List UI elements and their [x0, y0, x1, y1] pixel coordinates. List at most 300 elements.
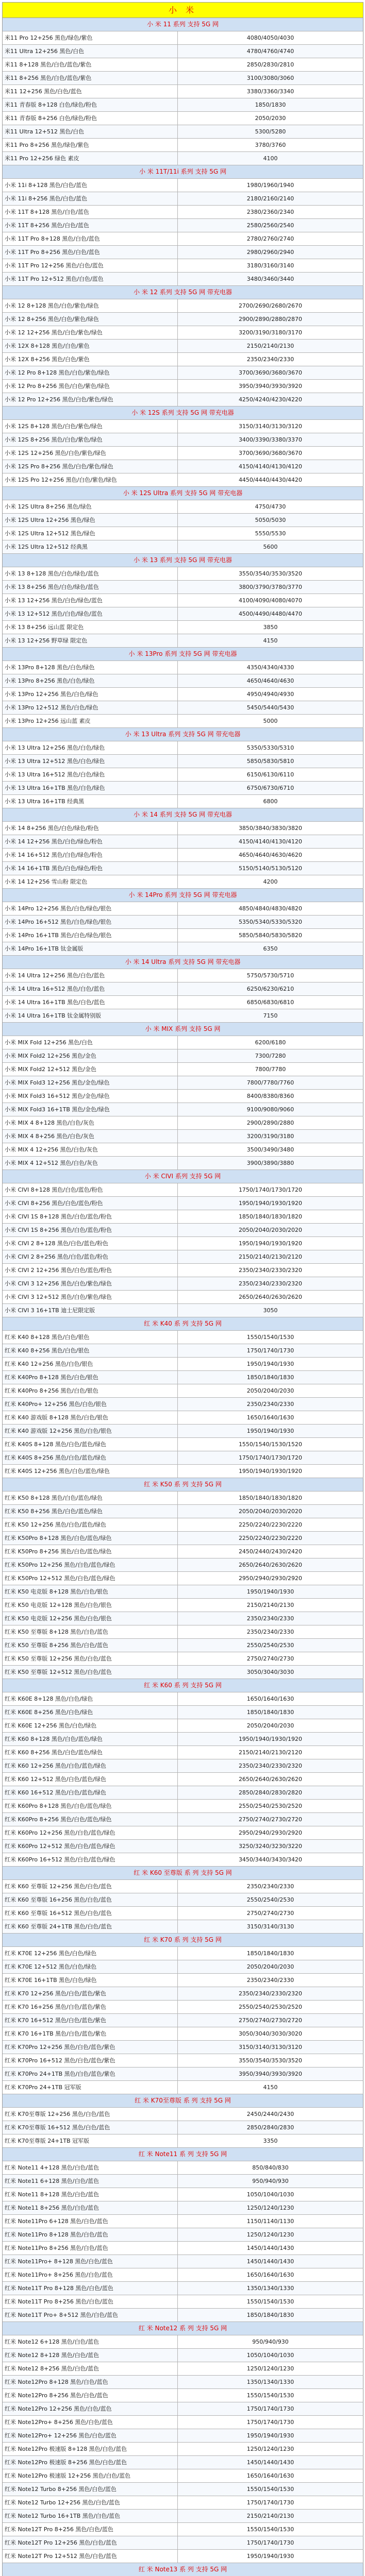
price-cell: 1750/1740/1730 — [178, 2496, 363, 2509]
table-row — [3, 2242, 363, 2255]
table-row — [3, 1666, 363, 1679]
table-row — [3, 782, 363, 795]
table-row — [3, 1076, 363, 1090]
price-cell: 2150/2140/2130/2120 — [178, 1250, 363, 1263]
table-row — [3, 1505, 363, 1518]
model-cell: 红米 Note11Pro 6+128 黑色/白色/蓝色 — [3, 2215, 178, 2228]
price-cell: 2650/2640/2630/2620 — [178, 1291, 363, 1303]
table-row — [3, 875, 363, 889]
price-cell: 2980/2960/2940 — [178, 246, 363, 259]
model-cell: 红米 K60 至尊版 16+512 黑色/白色/蓝色 — [3, 1907, 178, 1920]
model-cell: 小米 MIX Fold2 12+256 黑色/金色 — [3, 1049, 178, 1062]
table-row — [3, 849, 363, 862]
table-row — [3, 514, 363, 527]
model-cell: 小米 12S Ultra 12+512 经典黑 — [3, 540, 178, 553]
model-cell: 红米 K40 8+256 黑色/白色/银色 — [3, 1344, 178, 1357]
price-cell: 5000 — [178, 715, 363, 727]
table-row — [3, 969, 363, 982]
table-row — [3, 1773, 363, 1786]
model-cell: 小米 CIVI 8+256 黑色/白色/蓝色/粉色 — [3, 1197, 178, 1210]
model-cell: 小米 13 Ultra 16+1TB 经典黑 — [3, 795, 178, 808]
table-row — [3, 2335, 363, 2349]
price-cell: 2850/2830/2810 — [178, 58, 363, 71]
price-cell: 1650/1640/1630 — [178, 2268, 363, 2281]
table-row — [3, 1264, 363, 1277]
model-cell: 红米 K40Pro+ 12+256 黑色/白色/银色 — [3, 1398, 178, 1411]
table-row — [3, 2188, 363, 2201]
price-cell: 2380/2360/2340 — [178, 206, 363, 218]
table-row — [3, 2416, 363, 2429]
table-row — [3, 2054, 363, 2067]
table-row — [3, 2389, 363, 2402]
model-cell: 小米 13 8+256 远山蓝 限定色 — [3, 621, 178, 634]
price-cell: 1250/1240/1230 — [178, 2443, 363, 2455]
table-row — [3, 179, 363, 192]
table-row — [3, 1411, 363, 1425]
price-cell: 3050/3040/3030 — [178, 1666, 363, 1679]
price-cell: 5550/5530 — [178, 527, 363, 540]
table-row — [3, 1103, 363, 1116]
model-cell: 红米 Note12T Pro 12+512 黑色/白色/蓝色 — [3, 2550, 178, 2563]
price-cell: 2050/2040/2030 — [178, 1719, 363, 1732]
model-cell: 红米 K60Pro 16+512 黑色/白色/蓝色/绿色 — [3, 1853, 178, 1866]
model-cell: 红米 Note12Pro+ 8+256 黑色/白色/蓝色 — [3, 2416, 178, 2429]
price-cell: 6200/6180 — [178, 1036, 363, 1049]
price-cell: 4080/4050/4030 — [178, 31, 363, 44]
model-cell: 小米 14Pro 12+256 黑色/白色/绿色/银色 — [3, 902, 178, 915]
model-cell: 红米 K70 16+1TB 黑色/白色/蓝色/紫色 — [3, 2027, 178, 2040]
price-cell: 1650/1640/1630 — [178, 2469, 363, 2482]
model-cell: 红米 K50Pro 8+256 黑色/白色/蓝色/绿色 — [3, 1545, 178, 1558]
price-cell: 2950/2940/2930/2920 — [178, 1826, 363, 1839]
price-cell: 3950/3940/3930/3920 — [178, 380, 363, 393]
price-cell: 1350/1340/1330 — [178, 2376, 363, 2388]
model-cell: 米11 12+256 黑色/白色/蓝色 — [3, 85, 178, 98]
price-cell: 2050/2040/2030 — [178, 1960, 363, 1973]
table-row — [3, 1063, 363, 1076]
price-cell: 1950/1940/1930/1920 — [178, 1237, 363, 1250]
model-cell: 红米 K60E 8+128 黑色/白色/绿色 — [3, 1692, 178, 1705]
table-row — [3, 1532, 363, 1545]
model-cell: 小米 13 Ultra 12+256 黑色/白色/绿色 — [3, 741, 178, 754]
price-cell: 2050/2040/2030 — [178, 1384, 363, 1397]
model-cell: 小米 12S 12+256 黑色/白色/紫色/绿色 — [3, 447, 178, 460]
price-cell: 4100 — [178, 152, 363, 165]
table-row — [3, 2215, 363, 2228]
price-cell: 2150/2140/2130 — [178, 340, 363, 352]
model-cell: 红米 K50 12+256 黑色/白色/蓝色/绿色 — [3, 1518, 178, 1531]
table-row — [3, 259, 363, 273]
model-cell: 红米 K50 至尊版 12+512 黑色/白色/蓝色 — [3, 1666, 178, 1679]
table-row — [3, 1518, 363, 1532]
price-cell: 4650/4640/4630/4620 — [178, 849, 363, 861]
model-cell: 红米 K70E 12+512 黑色/白色/绿色 — [3, 1960, 178, 1973]
price-cell: 6850/6830/6810 — [178, 996, 363, 1009]
table-row — [3, 621, 363, 634]
model-cell: 红米 K40 8+128 黑色/白色/银色 — [3, 1331, 178, 1344]
price-cell: 1850/1840/1830 — [178, 1947, 363, 1960]
table-row — [3, 1880, 363, 1893]
model-cell: 红米 K50Pro 12+256 黑色/白色/蓝色/绿色 — [3, 1558, 178, 1571]
price-cell: 2780/2760/2740 — [178, 232, 363, 245]
price-cell: 2350/2340/2330 — [178, 1612, 363, 1625]
table-row — [3, 2536, 363, 2550]
section-header: 小 米 13 Ultra 系列 支持 5G 网 带充电器 — [3, 728, 363, 741]
model-cell: 红米 K50 8+128 黑色/白色/蓝色/绿色 — [3, 1492, 178, 1504]
price-cell: 1950/1940/1930/1920 — [178, 1733, 363, 1745]
model-cell: 米11 青春版 8+128 白色/绿色/粉色 — [3, 98, 178, 111]
model-cell: 红米 K50 电竞版 8+128 黑色/白色/银色 — [3, 1585, 178, 1598]
model-cell: 红米 K70Pro 16+512 黑色/白色/蓝色/紫色 — [3, 2054, 178, 2067]
model-cell: 小米 CIVI 2 12+256 黑色/白色/蓝色/粉色 — [3, 1264, 178, 1277]
section-header: 红 米 K70 系 列 支持 5G 网 — [3, 1934, 363, 1947]
table-row — [3, 433, 363, 447]
table-row — [3, 902, 363, 916]
table-row — [3, 862, 363, 875]
model-cell: 小米 14Pro 16+512 黑色/白色/绿色/银色 — [3, 916, 178, 928]
table-row — [3, 340, 363, 353]
table-row — [3, 2550, 363, 2563]
table-row — [3, 45, 363, 58]
model-cell: 小米 11T Pro 12+512 黑色/白色/蓝色 — [3, 273, 178, 285]
table-row — [3, 1719, 363, 1733]
price-cell: 4750/4730 — [178, 500, 363, 513]
price-cell: 1850/1840/1830 — [178, 1371, 363, 1384]
model-cell: 红米 K70至尊版 16+512 黑色/白色/蓝色 — [3, 2121, 178, 2134]
table-row — [3, 715, 363, 728]
price-cell: 1550/1540/1530 — [178, 2523, 363, 2536]
price-cell: 3350 — [178, 2134, 363, 2147]
table-row — [3, 607, 363, 621]
model-cell: 小米 11T Pro 12+256 黑色/白色/蓝色 — [3, 259, 178, 272]
table-row — [3, 929, 363, 942]
table-row — [3, 2362, 363, 2376]
model-cell: 小米 MIX Fold3 16+512 黑色/金色/绿色 — [3, 1090, 178, 1103]
section-header: 小 米 13Pro 系列 支持 5G 网 带充电器 — [3, 648, 363, 661]
price-cell: 2350/2340/2330 — [178, 353, 363, 366]
price-cell: 7800/7780/7760 — [178, 1076, 363, 1089]
model-cell: 红米 K70Pro 24+1TB 冠军版 — [3, 2081, 178, 2094]
section-header: 小 米 12S 系列 支持 5G 网 带充电器 — [3, 406, 363, 420]
price-cell: 1950/1940/1930 — [178, 2429, 363, 2442]
price-cell: 2150/2140/2130/2120 — [178, 1746, 363, 1759]
table-row — [3, 822, 363, 835]
price-cell: 2700/2690/2680/2670 — [178, 299, 363, 312]
model-cell: 小米 MIX 4 8+256 黑色/白色/灰色 — [3, 1130, 178, 1143]
model-cell: 小米 14 8+256 黑色/白色/绿色/粉色 — [3, 822, 178, 835]
price-cell: 3150/3140/3130/3120 — [178, 2041, 363, 2054]
model-cell: 小米 11i 8+128 黑色/白色/蓝色 — [3, 179, 178, 192]
model-cell: 红米 Note12 Turbo 12+256 黑色/白色/蓝色 — [3, 2496, 178, 2509]
price-cell: 2050/2030 — [178, 112, 363, 125]
price-cell: 5850/5830/5810 — [178, 755, 363, 768]
table-row — [3, 768, 363, 782]
model-cell: 米11 Pro 12+256 黑色/绿色/紫色 — [3, 31, 178, 44]
model-cell: 红米 K50Pro 8+128 黑色/白色/蓝色/绿色 — [3, 1532, 178, 1545]
price-cell: 4780/4760/4740 — [178, 45, 363, 58]
table-row — [3, 701, 363, 715]
model-cell: 小米 MIX Fold 12+256 黑色/白色 — [3, 1036, 178, 1049]
model-cell: 小米 12 Pro 12+256 黑色/白色/紫色/绿色 — [3, 393, 178, 406]
model-cell: 米11 Ultra 12+256 黑色/白色 — [3, 45, 178, 58]
model-cell: 小米 12X 8+256 黑色/白色/紫色 — [3, 353, 178, 366]
model-cell: 红米 K50 电竞版 12+256 黑色/白色/银色 — [3, 1612, 178, 1625]
model-cell: 小米 MIX Fold3 16+1TB 黑色/金色/绿色 — [3, 1103, 178, 1116]
model-cell: 小米 CIVI 3 16+1TB 迪士尼限定版 — [3, 1304, 178, 1317]
price-cell: 4500/4490/4480/4470 — [178, 607, 363, 620]
table-row — [3, 688, 363, 701]
model-cell: 小米 13 12+256 野草绿 限定色 — [3, 634, 178, 647]
model-cell: 小米 MIX 4 12+256 黑色/白色/灰色 — [3, 1143, 178, 1156]
price-cell: 3550/3540/3530/3520 — [178, 2054, 363, 2067]
table-row — [3, 1853, 363, 1867]
price-cell: 2350/2340/2330 — [178, 1625, 363, 1638]
price-cell: 1650/1640/1630 — [178, 1692, 363, 1705]
model-cell: 红米 K60 至尊版 16+256 黑色/白色/蓝色 — [3, 1893, 178, 1906]
price-cell: 3850 — [178, 621, 363, 634]
model-cell: 红米 Note12Pro+ 12+256 黑色/白色/蓝色 — [3, 2429, 178, 2442]
price-cell: 6800 — [178, 795, 363, 808]
table-row — [3, 2429, 363, 2443]
table-row — [3, 1143, 363, 1157]
price-cell: 2350/2340/2330 — [178, 1974, 363, 1987]
table-row — [3, 246, 363, 259]
table-row — [3, 206, 363, 219]
model-cell: 小米 14Pro 16+1TB 钛金属版 — [3, 942, 178, 955]
table-row — [3, 674, 363, 688]
price-cell: 2550/2540/2530 — [178, 1893, 363, 1906]
table-row — [3, 1009, 363, 1023]
table-row — [3, 942, 363, 956]
price-cell: 3200/3190/3180/3170 — [178, 326, 363, 339]
model-cell: 小米 14Pro 16+1TB 黑色/白色/绿色/银色 — [3, 929, 178, 942]
model-cell: 红米 K70至尊版 12+256 黑色/白色/蓝色 — [3, 2108, 178, 2121]
model-cell: 红米 K70 16+256 黑色/白色/蓝色/紫色 — [3, 2001, 178, 2013]
table-row — [3, 152, 363, 165]
price-cell: 3200/3190/3180 — [178, 1130, 363, 1143]
table-row — [3, 916, 363, 929]
price-cell: 1750/1740/1730 — [178, 2416, 363, 2429]
model-cell: 红米 K40 12+256 黑色/白色/银色 — [3, 1358, 178, 1370]
table-row — [3, 1746, 363, 1759]
price-cell: 1150/1140/1130 — [178, 2215, 363, 2228]
table-row — [3, 996, 363, 1009]
table-row — [3, 1558, 363, 1572]
model-cell: 红米 K40Pro 8+256 黑色/白色/银色 — [3, 1384, 178, 1397]
table-row — [3, 2175, 363, 2188]
price-cell: 1750/1740/1730/1720 — [178, 1451, 363, 1464]
price-cell: 5600 — [178, 540, 363, 553]
table-row — [3, 1250, 363, 1264]
model-cell: 小米 13Pro 12+256 黑色/白色/绿色 — [3, 688, 178, 701]
table-row — [3, 1277, 363, 1291]
price-cell: 3480/3460/3440 — [178, 273, 363, 285]
table-row — [3, 1291, 363, 1304]
model-cell: 红米 K50 至尊版 8+128 黑色/白色/蓝色 — [3, 1625, 178, 1638]
price-cell: 7150 — [178, 1009, 363, 1022]
model-cell: 红米 K70至尊版 24+1TB 冠军版 — [3, 2134, 178, 2147]
price-cell: 3100/3080/3060 — [178, 72, 363, 84]
table-row — [3, 2349, 363, 2362]
model-cell: 红米 K40 游戏版 8+128 黑色/白色/银色 — [3, 1411, 178, 1424]
model-cell: 红米 K50 至尊版 12+256 黑色/白色/蓝色 — [3, 1652, 178, 1665]
section-header: 小 米 MIX 系列 支持 5G 网 — [3, 1023, 363, 1036]
model-cell: 红米 Note11T Pro 8+128 黑色/白色/蓝色 — [3, 2282, 178, 2295]
price-cell: 2050/2040/2030/2020 — [178, 1505, 363, 1518]
table-row — [3, 380, 363, 393]
model-cell: 小米 13Pro 12+512 黑色/白色/绿色 — [3, 701, 178, 714]
table-row — [3, 1960, 363, 1974]
table-row — [3, 1612, 363, 1625]
table-row — [3, 447, 363, 460]
model-cell: 红米 K40S 8+128 黑色/白色/蓝色/绿色 — [3, 1438, 178, 1451]
table-row — [3, 1237, 363, 1250]
table-row — [3, 353, 363, 366]
table-row — [3, 58, 363, 72]
price-cell: 1950/1940/1930 — [178, 1585, 363, 1598]
price-cell: 4850/4840/4830/4820 — [178, 902, 363, 915]
table-row — [3, 1893, 363, 1907]
price-cell: 2750/2740/2730 — [178, 1907, 363, 1920]
model-cell: 小米 MIX 4 8+128 黑色/白色/灰色 — [3, 1116, 178, 1129]
price-cell: 950/940/930 — [178, 2335, 363, 2348]
section-header: 红 米 K70至尊版 系 列 支持 5G 网 — [3, 2094, 363, 2108]
price-cell: 2750/2740/2730 — [178, 1652, 363, 1665]
price-cell: 3800/3790/3780/3770 — [178, 581, 363, 594]
price-cell: 1650/1640/1630 — [178, 1411, 363, 1424]
model-cell: 红米 Note12Pro 8+128 黑色/白色/蓝色 — [3, 2376, 178, 2388]
table-row — [3, 1425, 363, 1438]
model-cell: 小米 14 Ultra 16+1TB 黑色/白色/蓝色 — [3, 996, 178, 1009]
price-cell: 1750/1740/1730 — [178, 2536, 363, 2549]
table-row — [3, 1344, 363, 1358]
model-cell: 红米 Note11Pro+ 8+128 黑色/白色/蓝色 — [3, 2255, 178, 2268]
model-cell: 红米 K60 8+256 黑色/白色/蓝色/绿色 — [3, 1746, 178, 1759]
price-cell: 1050/1040/1030 — [178, 2188, 363, 2201]
price-cell: 2150/2140/2130 — [178, 2510, 363, 2522]
table-row — [3, 2469, 363, 2483]
price-cell: 5150/5140/5130/5120 — [178, 862, 363, 875]
section-header: 红 米 K50 系 列 支持 5G 网 — [3, 1478, 363, 1492]
price-cell: 4150/4140/4130/4120 — [178, 835, 363, 848]
price-cell: 1950/1940/1930/1920 — [178, 1197, 363, 1210]
price-cell: 5850/5840/5830/5820 — [178, 929, 363, 942]
table-row — [3, 527, 363, 540]
model-cell: 红米 K40 游戏版 12+256 黑色/白色/银色 — [3, 1425, 178, 1437]
table-row — [3, 125, 363, 139]
model-cell: 小米 12S Ultra 12+256 黑色/绿色 — [3, 514, 178, 527]
price-cell: 1850/1840/1830 — [178, 2309, 363, 2321]
model-cell: 小米 14 12+256 雪山粉 限定色 — [3, 875, 178, 888]
price-cell: 1980/1960/1940 — [178, 179, 363, 192]
price-cell: 1250/1240/1230 — [178, 2362, 363, 2375]
table-row — [3, 1987, 363, 2001]
table-row — [3, 1183, 363, 1197]
model-cell: 小米 12 Pro 8+128 黑色/白色/紫色/绿色 — [3, 366, 178, 379]
price-cell: 2550/2540/2530/2520 — [178, 2001, 363, 2013]
section-header: 小 米 11 系列 支持 5G 网 — [3, 18, 363, 31]
price-cell: 4450/4440/4430/4420 — [178, 473, 363, 486]
price-cell: 2850/2840/2830 — [178, 2121, 363, 2134]
model-cell: 红米 K70Pro 24+1TB 黑色/白色/蓝色/紫色 — [3, 2067, 178, 2080]
model-cell: 小米 11T Pro 8+128 黑色/白色/蓝色 — [3, 232, 178, 245]
model-cell: 红米 Note12Pro 极速版 12+256 黑色/白色/蓝色 — [3, 2469, 178, 2482]
price-cell: 1850/1840/1830 — [178, 1706, 363, 1719]
table-row — [3, 1759, 363, 1773]
section-header: 小 米 14 系列 支持 5G 网 带充电器 — [3, 808, 363, 822]
model-cell: 红米 K70E 16+1TB 黑色/白色/绿色 — [3, 1974, 178, 1987]
price-cell: 1550/1540/1530/1520 — [178, 1438, 363, 1451]
model-cell: 米11 Pro 8+256 黑色/绿色/紫色 — [3, 139, 178, 151]
table-row — [3, 420, 363, 433]
section-header: 小 米 CIVI 系列 支持 5G 网 — [3, 1170, 363, 1183]
model-cell: 红米 K60Pro 8+256 黑色/白色/蓝色/绿色 — [3, 1813, 178, 1826]
table-row — [3, 1652, 363, 1666]
section-header: 红 米 Note13 系 列 支持 5G 网 — [3, 2563, 363, 2576]
table-row — [3, 1706, 363, 1719]
price-cell: 9100/9080/9060 — [178, 1103, 363, 1116]
table-row — [3, 1840, 363, 1853]
price-cell: 2350/2340/2330/2320 — [178, 1987, 363, 2000]
price-cell: 2180/2160/2140 — [178, 192, 363, 205]
price-cell: 2250/2240/2230/2220 — [178, 1518, 363, 1531]
model-cell: 红米 K60 12+256 黑色/白色/蓝色/绿色 — [3, 1759, 178, 1772]
table-row — [3, 1438, 363, 1451]
model-cell: 红米 Note11 6+128 黑色/白色/蓝色 — [3, 2175, 178, 2188]
price-cell: 4150 — [178, 2081, 363, 2094]
price-cell: 1450/1440/1430 — [178, 2255, 363, 2268]
model-cell: 小米 14 16+1TB 黑色/白色/绿色/粉色 — [3, 862, 178, 875]
model-cell: 小米 13 12+512 黑色/白色/绿色/蓝色 — [3, 607, 178, 620]
table-row — [3, 1116, 363, 1130]
section-header: 红 米 K60 至尊版 系 列 支持 5G 网 — [3, 1867, 363, 1880]
table-row — [3, 1210, 363, 1224]
model-cell: 红米 K60 至尊版 24+1TB 黑色/白色/蓝色 — [3, 1920, 178, 1933]
model-cell: 米11 青春版 8+256 白色/绿色/粉色 — [3, 112, 178, 125]
model-cell: 小米 11i 8+256 黑色/白色/蓝色 — [3, 192, 178, 205]
model-cell: 小米 14 Ultra 12+256 黑色/白色/蓝色 — [3, 969, 178, 982]
price-cell: 3150/3140/3130/3120 — [178, 420, 363, 433]
price-cell: 3450/3440/3430/3420 — [178, 1853, 363, 1866]
model-cell: 红米 Note11 8+128 黑色/白色/蓝色 — [3, 2188, 178, 2201]
table-row — [3, 273, 363, 286]
brand-title: 小 米 — [3, 3, 363, 18]
price-cell: 6350 — [178, 942, 363, 955]
model-cell: 小米 13 8+256 黑色/白色/绿色/蓝色 — [3, 581, 178, 594]
price-cell: 3700/3690/3680/3670 — [178, 366, 363, 379]
model-cell: 红米 Note11T Pro 8+256 黑色/白色/蓝色 — [3, 2295, 178, 2308]
price-cell: 950/940/930 — [178, 2175, 363, 2188]
table-row — [3, 1130, 363, 1143]
model-cell: 米11 8+128 黑色/白色/蓝色/紫色 — [3, 58, 178, 71]
model-cell: 红米 Note11Pro 8+128 黑色/白色/蓝色 — [3, 2228, 178, 2241]
price-cell: 2900/2890/2880/2870 — [178, 313, 363, 326]
model-cell: 小米 12S 8+256 黑色/白色/紫色/绿色 — [3, 433, 178, 446]
model-cell: 红米 K70 12+256 黑色/白色/蓝色/紫色 — [3, 1987, 178, 2000]
table-row — [3, 500, 363, 514]
price-cell: 1750/1740/1730/1720 — [178, 1183, 363, 1196]
price-cell: 1250/1240/1230 — [178, 2201, 363, 2214]
table-row — [3, 2121, 363, 2134]
model-cell: 红米 Note11 4+128 黑色/白色/蓝色 — [3, 2161, 178, 2174]
price-cell: 5750/5730/5710 — [178, 969, 363, 982]
model-cell: 小米 11T Pro 8+256 黑色/白色/蓝色 — [3, 246, 178, 259]
price-cell: 3700/3690/3680/3670 — [178, 447, 363, 460]
model-cell: 红米 K60 8+128 黑色/白色/蓝色/绿色 — [3, 1733, 178, 1745]
model-cell: 红米 Note11T Pro+ 8+512 黑色/白色/蓝色 — [3, 2309, 178, 2321]
table-row — [3, 1800, 363, 1813]
model-cell: 红米 K50Pro 12+512 黑色/白色/蓝色/绿色 — [3, 1572, 178, 1585]
